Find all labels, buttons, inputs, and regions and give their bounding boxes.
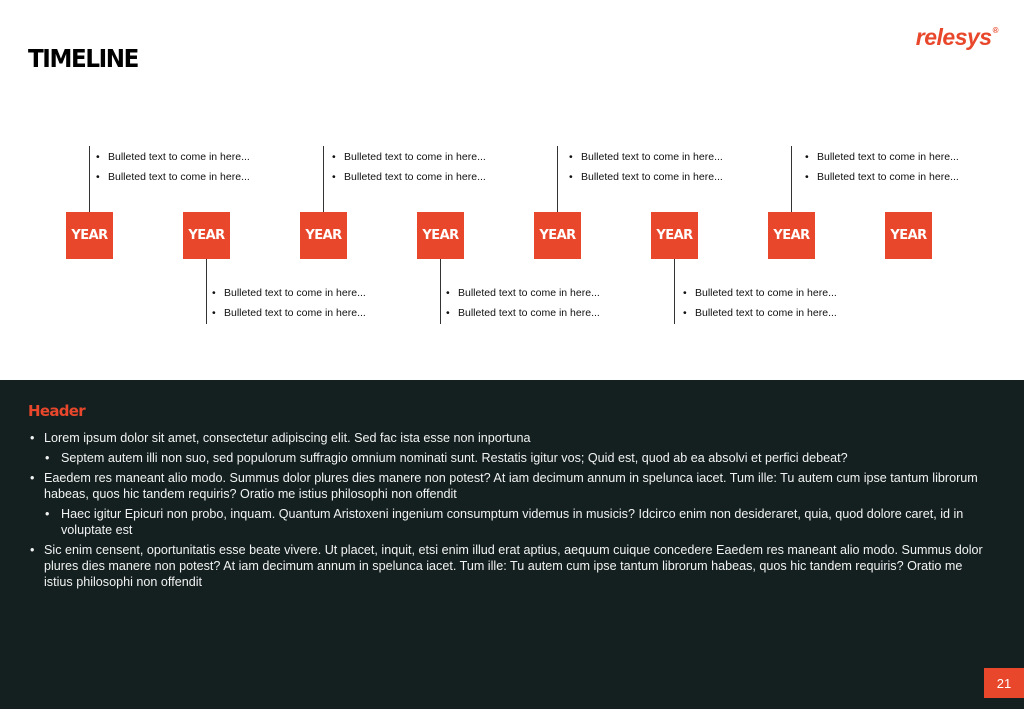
bullet-item: • Bulleted text to come in here... (569, 147, 723, 167)
panel-header: Header (28, 402, 85, 420)
list-item: • Lorem ipsum dolor sit amet, consectetur adipiscing elit. Sed fac ista esse non inportuna (28, 430, 994, 446)
list-item: • Sic enim censent, oportunitatis esse beate vivere. Ut placet, inquit, etsi enim illud erat aptius, aequum cuique concedere Eaedem res maneant alio modo. Summus dolor plures dies manere non potest? At iam decimum annum in spelunca iacet. Tum ille: Tu autem cum ipse tantum librorum habeas, quos hic tandem requiris? Oratio me istius philosophi non offendit (28, 542, 994, 590)
connector-line (323, 146, 324, 212)
year-box-8: YEAR (885, 212, 932, 259)
connector-line (557, 146, 558, 212)
connector-line (89, 146, 90, 212)
bottom-bullet-group-1 (212, 283, 366, 323)
connector-line (674, 259, 675, 324)
year-box-5: YEAR (534, 212, 581, 259)
top-bullet-group-3 (569, 147, 723, 187)
bullet-item: • Bulleted text to come in here... (683, 283, 837, 303)
bottom-bullet-group-3 (683, 283, 837, 323)
bullet-item: • Bulleted text to come in here... (332, 147, 486, 167)
list-item: • Eaedem res maneant alio modo. Summus dolor plures dies manere non potest? At iam decimum annum in spelunca iacet. Tum ille: Tu autem cum ipse tantum librorum habeas, quos hic tandem requiris? Oratio me istius philosophi non offendit (28, 470, 994, 502)
bullet-item: • Bulleted text to come in here... (805, 167, 959, 187)
year-box-6: YEAR (651, 212, 698, 259)
connector-line (206, 259, 207, 324)
year-box-4: YEAR (417, 212, 464, 259)
body-bullet-list (28, 430, 994, 594)
bullet-item: • Bulleted text to come in here... (96, 147, 250, 167)
bullet-item: • Bulleted text to come in here... (446, 303, 600, 323)
year-box-7: YEAR (768, 212, 815, 259)
bullet-item: • Bulleted text to come in here... (212, 303, 366, 323)
brand-name: relesys (915, 24, 992, 50)
bullet-item: • Bulleted text to come in here... (446, 283, 600, 303)
bullet-item: • Bulleted text to come in here... (212, 283, 366, 303)
sub-list-item: • Septem autem illi non suo, sed populorum suffragio omnium nominati sunt. Restatis igitur vos; Quid est, quod ab ea absolvi et perfici debeat? (28, 450, 994, 466)
sub-list-item: • Haec igitur Epicuri non probo, inquam. Quantum Aristoxeni ingenium consumptum videmus in musicis? Idcirco enim non desideraret, quia, quod dolore caret, id in voluptate est (28, 506, 994, 538)
bullet-item: • Bulleted text to come in here... (332, 167, 486, 187)
bottom-bullet-group-2 (446, 283, 600, 323)
top-bullet-group-2 (332, 147, 486, 187)
year-box-2: YEAR (183, 212, 230, 259)
year-box-3: YEAR (300, 212, 347, 259)
bullet-item: • Bulleted text to come in here... (569, 167, 723, 187)
top-bullet-group-4 (805, 147, 959, 187)
connector-line (791, 146, 792, 212)
bullet-item: • Bulleted text to come in here... (96, 167, 250, 187)
year-box-1: YEAR (66, 212, 113, 259)
registered-mark: ® (992, 26, 998, 35)
top-bullet-group-1 (96, 147, 250, 187)
page-number: 21 (984, 668, 1024, 698)
connector-line (440, 259, 441, 324)
bullet-item: • Bulleted text to come in here... (683, 303, 837, 323)
bullet-item: • Bulleted text to come in here... (805, 147, 959, 167)
slide-title: TIMELINE (28, 44, 138, 73)
content-panel (0, 380, 1024, 709)
